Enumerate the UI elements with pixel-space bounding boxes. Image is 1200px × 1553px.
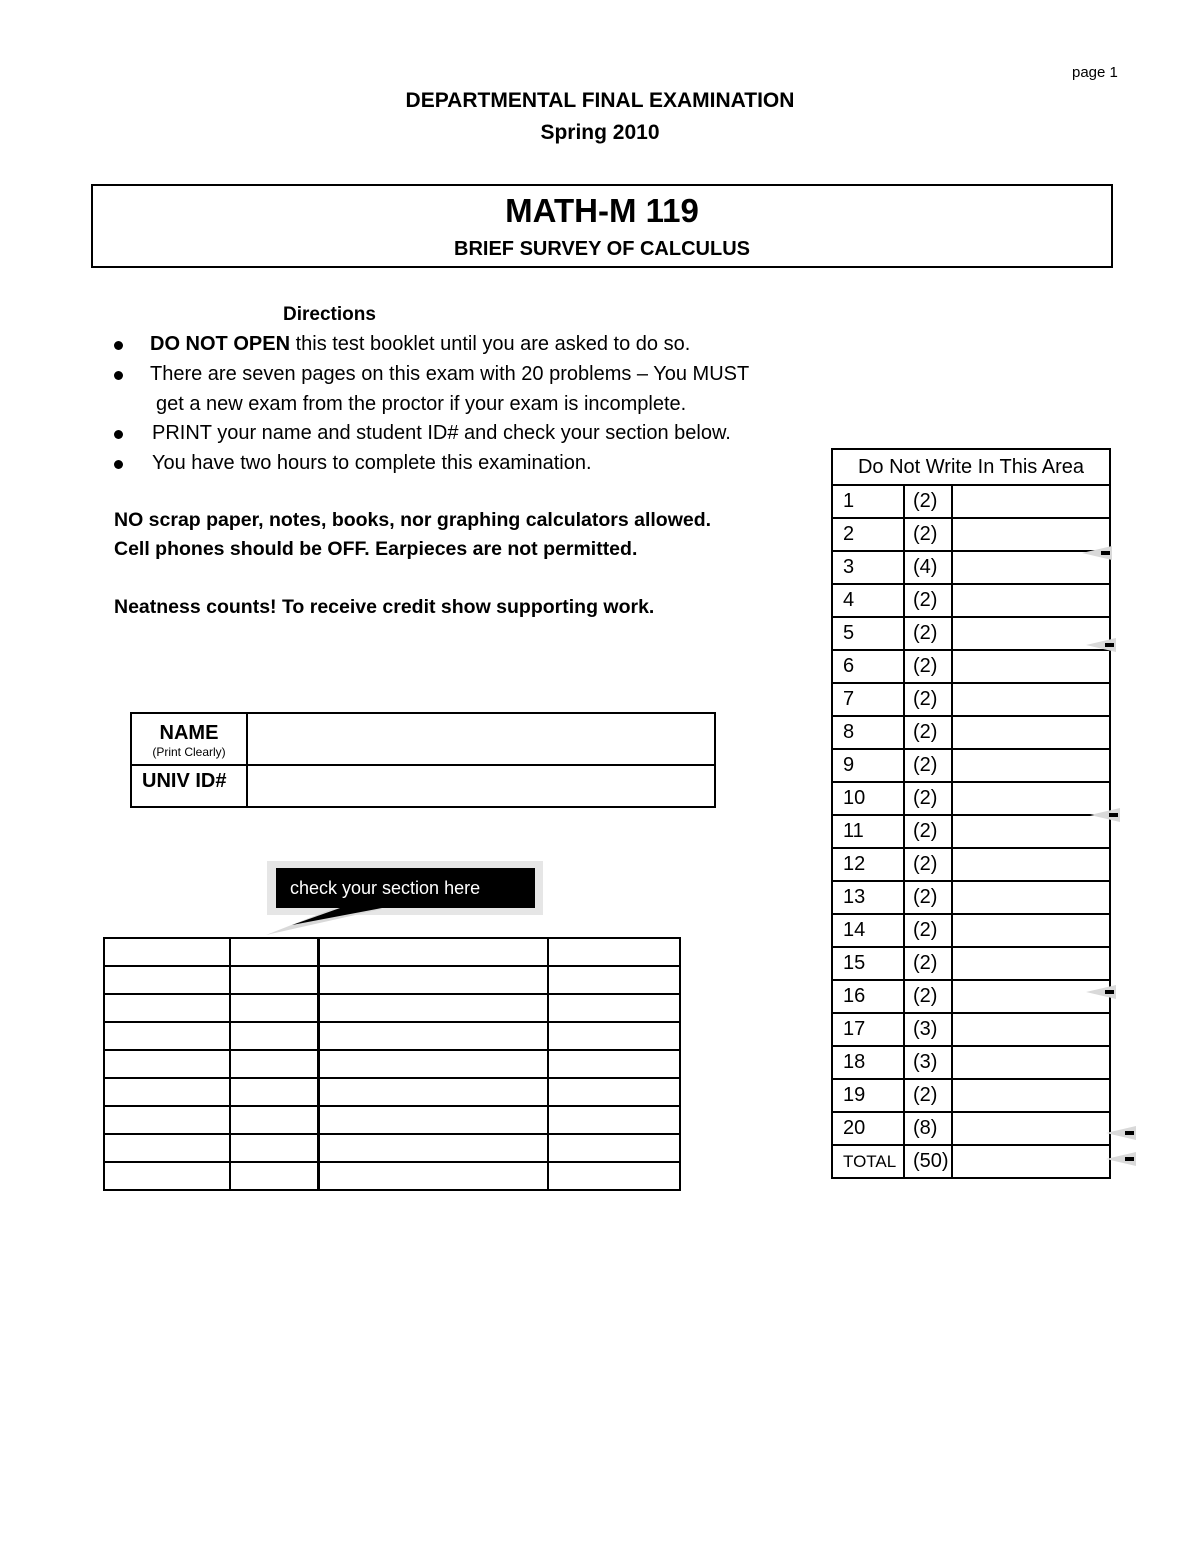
problem-number: 16 <box>832 980 904 1013</box>
page-number: page 1 <box>1072 64 1118 81</box>
table-row <box>104 1162 680 1190</box>
rule-note: Cell phones should be OFF. Earpieces are not permitted. <box>114 538 638 560</box>
section-cell[interactable] <box>104 1078 230 1106</box>
table-row <box>832 1046 1110 1079</box>
exam-term: Spring 2010 <box>540 121 660 144</box>
problem-points: (2) <box>904 848 952 881</box>
table-row <box>104 1106 680 1134</box>
score-table-header: Do Not Write In This Area <box>832 449 1110 485</box>
section-cell[interactable] <box>104 1106 230 1134</box>
bullet-dot-icon <box>114 341 123 350</box>
score-table <box>831 448 1111 1179</box>
table-row <box>104 1078 680 1106</box>
score-cell <box>952 584 1110 617</box>
score-cell <box>952 1046 1110 1079</box>
total-label: TOTAL <box>832 1145 904 1178</box>
name-label-cell <box>131 713 247 765</box>
total-score-cell <box>952 1145 1110 1178</box>
problem-number: 12 <box>832 848 904 881</box>
table-row <box>832 848 1110 881</box>
table-row <box>104 966 680 994</box>
table-row <box>832 815 1110 848</box>
section-cell[interactable] <box>319 966 549 994</box>
section-cell[interactable] <box>230 1078 319 1106</box>
section-cell[interactable] <box>319 1022 549 1050</box>
problem-number: 2 <box>832 518 904 551</box>
problem-points: (3) <box>904 1013 952 1046</box>
problem-points: (3) <box>904 1046 952 1079</box>
section-cell[interactable] <box>548 1022 680 1050</box>
section-cell[interactable] <box>319 938 549 966</box>
exam-title: DEPARTMENTAL FINAL EXAMINATION <box>405 89 795 112</box>
section-cell[interactable] <box>319 1134 549 1162</box>
score-cell <box>952 914 1110 947</box>
section-cell[interactable] <box>104 938 230 966</box>
problem-points: (4) <box>904 551 952 584</box>
score-cell <box>952 1013 1110 1046</box>
score-cell <box>952 1112 1110 1145</box>
section-cell[interactable] <box>548 1106 680 1134</box>
section-cell[interactable] <box>548 1134 680 1162</box>
table-row <box>104 1050 680 1078</box>
table-row <box>832 1013 1110 1046</box>
table-row <box>832 518 1110 551</box>
problem-points: (2) <box>904 914 952 947</box>
total-points: (50) <box>904 1145 952 1178</box>
problem-points: (2) <box>904 947 952 980</box>
section-cell[interactable] <box>104 1050 230 1078</box>
problem-points: (2) <box>904 1079 952 1112</box>
problem-number: 4 <box>832 584 904 617</box>
table-row <box>104 1022 680 1050</box>
score-cell <box>952 749 1110 782</box>
problem-number: 9 <box>832 749 904 782</box>
problem-points: (2) <box>904 518 952 551</box>
problem-points: (2) <box>904 749 952 782</box>
table-row <box>104 1134 680 1162</box>
table-row <box>832 683 1110 716</box>
margin-marker-icon <box>1082 546 1112 560</box>
section-cell[interactable] <box>230 994 319 1022</box>
section-cell[interactable] <box>319 1106 549 1134</box>
section-cell[interactable] <box>104 994 230 1022</box>
problem-points: (8) <box>904 1112 952 1145</box>
problem-number: 1 <box>832 485 904 518</box>
score-cell <box>952 782 1110 815</box>
table-row <box>832 650 1110 683</box>
section-cell[interactable] <box>319 994 549 1022</box>
section-cell[interactable] <box>104 1162 230 1190</box>
table-row <box>832 947 1110 980</box>
section-cell[interactable] <box>104 966 230 994</box>
direction-item <box>150 333 690 356</box>
problem-number: 8 <box>832 716 904 749</box>
section-cell[interactable] <box>104 1134 230 1162</box>
problem-number: 3 <box>832 551 904 584</box>
problem-number: 15 <box>832 947 904 980</box>
section-cell[interactable] <box>230 1134 319 1162</box>
direction-emphasis: DO NOT OPEN <box>150 333 291 355</box>
name-hint: (Print Clearly) <box>152 744 226 759</box>
table-row <box>832 980 1110 1013</box>
score-cell <box>952 485 1110 518</box>
course-box <box>91 184 1113 268</box>
section-cell[interactable] <box>319 1078 549 1106</box>
margin-marker-icon <box>1086 638 1116 652</box>
table-row <box>832 716 1110 749</box>
problem-points: (2) <box>904 881 952 914</box>
section-cell[interactable] <box>230 966 319 994</box>
total-row <box>832 1145 1110 1178</box>
bullet-dot-icon <box>114 371 123 380</box>
problem-number: 7 <box>832 683 904 716</box>
bullet-dot-icon <box>114 460 123 469</box>
id-label-cell <box>131 765 247 807</box>
id-label: UNIV ID# <box>142 770 227 792</box>
direction-item: There are seven pages on this exam with 20 problems – You MUST <box>150 363 750 385</box>
section-cell[interactable] <box>319 1050 549 1078</box>
section-cell[interactable] <box>548 966 680 994</box>
problem-points: (2) <box>904 617 952 650</box>
problem-number: 20 <box>832 1112 904 1145</box>
bullet-dot-icon <box>114 430 123 439</box>
section-cell[interactable] <box>230 1050 319 1078</box>
direction-item: You have two hours to complete this examination. <box>152 452 592 474</box>
section-cell[interactable] <box>548 1050 680 1078</box>
table-row <box>832 914 1110 947</box>
problem-points: (2) <box>904 650 952 683</box>
table-row <box>104 938 680 966</box>
direction-text: this test booklet until you are asked to do so. <box>290 333 691 355</box>
section-cell[interactable] <box>548 994 680 1022</box>
table-row <box>832 485 1110 518</box>
margin-marker-icon <box>1106 1152 1136 1166</box>
table-row <box>832 749 1110 782</box>
section-cell[interactable] <box>548 1162 680 1190</box>
section-cell[interactable] <box>230 938 319 966</box>
section-cell[interactable] <box>548 1078 680 1106</box>
problem-number: 17 <box>832 1013 904 1046</box>
margin-marker-icon <box>1090 808 1120 822</box>
direction-item: PRINT your name and student ID# and check your section below. <box>152 422 731 444</box>
problem-points: (2) <box>904 584 952 617</box>
problem-points: (2) <box>904 980 952 1013</box>
score-cell <box>952 848 1110 881</box>
section-cell[interactable] <box>319 1162 549 1190</box>
directions-title: Directions <box>283 304 376 325</box>
score-cell <box>952 683 1110 716</box>
rule-note: Neatness counts! To receive credit show supporting work. <box>114 596 655 618</box>
section-cell[interactable] <box>230 1022 319 1050</box>
table-row <box>832 584 1110 617</box>
table-row <box>832 1079 1110 1112</box>
problem-number: 6 <box>832 650 904 683</box>
table-row <box>832 1112 1110 1145</box>
problem-points: (2) <box>904 485 952 518</box>
univ-id-field[interactable] <box>247 765 715 807</box>
problem-number: 13 <box>832 881 904 914</box>
course-code: MATH-M 119 <box>505 192 699 229</box>
problem-number: 19 <box>832 1079 904 1112</box>
margin-marker-icon <box>1086 985 1116 999</box>
name-label: NAME <box>159 721 219 744</box>
section-cell[interactable] <box>230 1106 319 1134</box>
table-row <box>832 617 1110 650</box>
section-cell[interactable] <box>548 938 680 966</box>
score-cell <box>952 815 1110 848</box>
course-name: BRIEF SURVEY OF CALCULUS <box>454 238 750 260</box>
table-row <box>832 881 1110 914</box>
problem-number: 10 <box>832 782 904 815</box>
score-cell <box>952 947 1110 980</box>
problem-points: (2) <box>904 716 952 749</box>
problem-points: (2) <box>904 782 952 815</box>
table-row <box>104 994 680 1022</box>
problem-points: (2) <box>904 815 952 848</box>
margin-marker-icon <box>1106 1126 1136 1140</box>
problem-number: 11 <box>832 815 904 848</box>
section-cell[interactable] <box>230 1162 319 1190</box>
name-field[interactable] <box>247 713 715 765</box>
problem-number: 18 <box>832 1046 904 1079</box>
callout-pointer-icon <box>262 905 392 937</box>
section-table <box>103 937 681 1191</box>
section-callout: check your section here <box>276 868 535 908</box>
rule-note: NO scrap paper, notes, books, nor graphing calculators allowed. <box>114 509 712 531</box>
student-id-form <box>130 712 716 808</box>
problem-points: (2) <box>904 683 952 716</box>
direction-item-continued: get a new exam from the proctor if your exam is incomplete. <box>156 393 687 415</box>
problem-number: 5 <box>832 617 904 650</box>
score-cell <box>952 650 1110 683</box>
score-cell <box>952 881 1110 914</box>
table-row <box>832 551 1110 584</box>
score-cell <box>952 1079 1110 1112</box>
table-row <box>832 782 1110 815</box>
score-cell <box>952 716 1110 749</box>
problem-number: 14 <box>832 914 904 947</box>
section-cell[interactable] <box>104 1022 230 1050</box>
